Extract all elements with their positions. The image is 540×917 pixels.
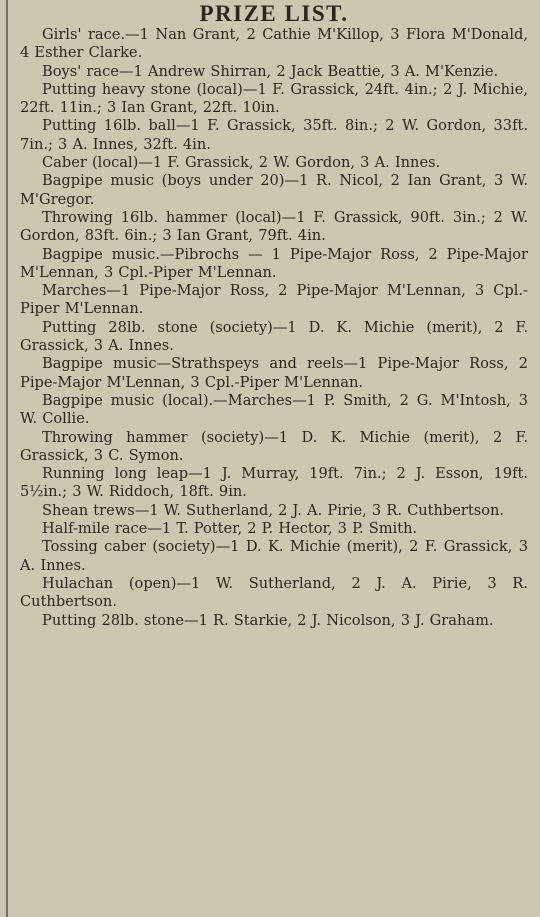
entry-half-mile: Half-mile race—1 T. Potter, 2 P. Hector, 3 P. Smith. (42, 520, 418, 538)
prize-list-heading: PRIZE LIST. (199, 1, 349, 26)
entry-hammer-local: Throwing 16lb. hammer (local)—1 F. Grassick, 90ft. 3in.; 2 W. Gordon, 83ft. 6in.; 3 Ian Grant, 79ft. 4in. (20, 208, 528, 245)
prize-list-column (20, 0, 528, 630)
entry-bagpipe-boys: Bagpipe music (boys under 20)—1 R. Nicol, 2 Ian Grant, 3 W. M'Gregor. (20, 172, 528, 208)
column-rule (6, 0, 8, 917)
entry-tossing-caber: Tossing caber (society)—1 D. K. Michie (merit), 2 F. Grassick, 3 A. Innes. (20, 538, 528, 574)
entry-marches: Marches—1 Pipe-Major Ross, 2 Pipe-Major M'Lennan, 3 Cpl.-Piper M'Lennan. (20, 282, 528, 318)
entry-pibrochs: Bagpipe music.—Pibrochs — 1 Pipe-Major Ross, 2 Pipe-Major M'Lennan, 3 Cpl.-Piper M'Lennan. (20, 245, 528, 281)
entry-28lb-stone: Putting 28lb. stone—1 R. Starkie, 2 J. Nicolson, 3 J. Graham. (42, 611, 494, 629)
entry-long-leap: Running long leap—1 J. Murray, 19ft. 7in.; 2 J. Esson, 19ft. 5½in.; 3 W. Riddoch, 18ft. 9in. (20, 465, 528, 501)
entry-hammer-society: Throwing hammer (society)—1 D. K. Michie (merit), 2 F. Grassick, 3 C. Symon. (20, 428, 528, 464)
entry-heavy-stone-local: Putting heavy stone (local)—1 F. Grassick, 24ft. 4in.; 2 J. Michie, 22ft. 11in.; 3 Ian Grant, 22ft. 10in. (20, 80, 528, 117)
entry-strathspeys-reels: Bagpipe music—Strathspeys and reels—1 Pipe-Major Ross, 2 Pipe-Major M'Lennan, 3 Cpl.-Piper M'Lennan. (20, 355, 528, 391)
entry-bagpipe-local-marches: Bagpipe music (local).—Marches—1 P. Smith, 2 G. M'Intosh, 3 W. Collie. (20, 391, 528, 428)
entry-16lb-ball: Putting 16lb. ball—1 F. Grassick, 35ft. 8in.; 2 W. Gordon, 33ft. 7in.; 3 A. Innes, 32ft. 4in. (20, 117, 528, 153)
entry-hulachan: Hulachan (open)—1 W. Sutherland, 2 J. A. Pirie, 3 R. Cuthbertson. (20, 574, 528, 611)
entry-boys-race: Boys' race—1 Andrew Shirran, 2 Jack Beattie, 3 A. M'Kenzie. (42, 62, 499, 80)
entry-caber-local: Caber (local)—1 F. Grassick, 2 W. Gordon, 3 A. Innes. (42, 154, 441, 172)
entry-shean-trews: Shean trews—1 W. Sutherland, 2 J. A. Pirie, 3 R. Cuthbertson. (42, 501, 505, 519)
entry-girls-race: Girls' race.—1 Nan Grant, 2 Cathie M'Killop, 3 Flora M'Donald, 4 Esther Clarke. (20, 26, 528, 62)
entry-28lb-stone-society: Putting 28lb. stone (society)—1 D. K. Michie (merit), 2 F. Grassick, 3 A. Innes. (20, 318, 528, 355)
